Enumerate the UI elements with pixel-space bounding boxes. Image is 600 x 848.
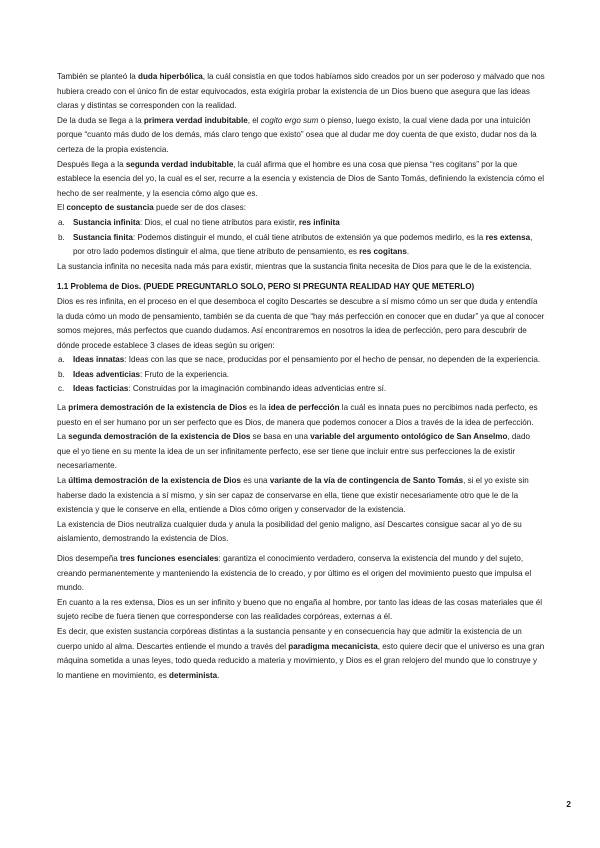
- section-title: [57, 280, 545, 295]
- bold-term: tres funciones esenciales: [120, 554, 219, 563]
- list-item: [57, 231, 545, 260]
- paragraph-duda-hiperbolica: [57, 70, 545, 114]
- text: puede ser de dos clases:: [153, 203, 246, 213]
- paragraph-mecanicista: [57, 625, 545, 683]
- list-marker: b.: [58, 369, 65, 379]
- text: , el: [247, 115, 261, 125]
- sustancia-list: [57, 216, 545, 260]
- text: , esto quiere decir que el universo es una gran máquina sometida a unas leyes, todo queda reducido a materia y movimiento, y Dios es el gran relojero del mundo que lo construye y lo mantiene en movimiento, es: [57, 641, 545, 680]
- text: : Podemos distinguir el mundo, el cuál tiene atributos de extensión ya que podemos medirlo, es la: [132, 232, 486, 242]
- text: Es decir, que existen sustancia corpóreas distintas a la sustancia pensante y en consecuencia hay que admitir la existencia de un cuerpo unido al alma. Descartes entiende el mundo a través del: [57, 626, 522, 651]
- bold-term: segunda demostración de la existencia de Dios: [68, 432, 251, 442]
- text: la cuál es innata pues no percibimos nada perfecto, es puesto en el ser humano por un ser perfecto que es Dios, de manera que podemos conocer a Dios a través de la idea de perfección.: [57, 403, 538, 427]
- text: La: [57, 403, 69, 413]
- text: , dado que el yo tiene en su mente la idea de un ser infinitamente perfecto, ese ser tiene que incluir entre sus perfecciones la de existir necesariamente.: [57, 432, 530, 471]
- bold-term: variable del argumento ontológico de San Anselmo: [310, 432, 508, 442]
- text: , si el yo existe sin haberse dado la existencia a sí mismo, y sin ser capaz de conservarse en ella, tiene que existir necesariamente otro que le de la existencia y que le conserve en ella, entiende a Dios cómo origen y conservador de la existencia.: [57, 476, 529, 515]
- bold-term: duda hiperbólica: [138, 72, 203, 81]
- text: Después llega a la: [57, 159, 126, 169]
- section-title-text: 1.1 Problema de Dios. (PUEDE PREGUNTARLO SOLO, PERO SI PREGUNTA REALIDAD HAY QUE METERLO): [57, 282, 475, 292]
- paragraph-segunda-verdad: [57, 158, 545, 202]
- bold-term: paradigma mecanicista: [288, 641, 378, 651]
- text: La: [57, 432, 69, 442]
- bold-term: res cogitans: [359, 247, 407, 257]
- list-marker: a.: [58, 217, 65, 227]
- list-marker: c.: [58, 384, 65, 394]
- bold-term: res extensa: [485, 232, 531, 242]
- list-item: [57, 353, 545, 368]
- text: También se planteó la: [57, 72, 138, 81]
- bold-term: determinista: [169, 670, 218, 680]
- bold-term: variante de la vía de contingencia de Santo Tomás: [269, 476, 464, 486]
- list-item: [57, 382, 545, 397]
- paragraph-genio-maligno: La existencia de Dios neutraliza cualquier duda y anula la posibilidad del genio maligno, así Descartes consigue sacar al yo de su aislamiento, demostrando la existencia de Dios.: [57, 519, 522, 544]
- bold-term: idea de perfección: [268, 403, 340, 413]
- list-item: [57, 216, 545, 231]
- bold-term: Ideas facticias: [73, 384, 129, 394]
- text: : Dios, el cual no tiene atributos para existir,: [140, 217, 299, 227]
- text: .: [217, 670, 220, 680]
- text: , la cuál consistía en que todos habíamos sido creados por un ser poderoso y malvado que nos hubiera creado con el único fin de estar equivocados, esta exigiría probar la existencia de un Dios bueno que asegura que las ideas claras y distintas se corresponden con la realidad.: [57, 72, 545, 111]
- list-marker: b.: [58, 232, 65, 242]
- text: , por otro lado podemos distinguir el alma, que tiene atributo de pensamiento, es: [73, 232, 533, 257]
- paragraph-concepto-sustancia: [57, 201, 545, 216]
- text: o pienso, luego existo, la cual viene dada por una intuición porque “cuanto más dudo de los demás, más claro tengo que existo” osea que al dudar me doy cuenta de que existo, dudar nos da la certeza de la propia existencia.: [57, 115, 537, 154]
- bold-term: concepto de sustancia: [66, 203, 154, 213]
- bold-term: Ideas adventicias: [73, 369, 141, 379]
- text: : Fruto de la experiencia.: [140, 369, 230, 379]
- paragraph-res-infinita: Dios es res infinita, en el proceso en el que desemboca el cogito Descartes se descubre a sí mismo cómo un ser que duda y entendía la duda cómo un modo de pensamiento, también se da cuenta de que “hay más perfección en conocer que en dudar” ya que al conocer somos mejores, más perfectos que cuando dudamos. Así encontraremos en nosotros la idea de perfección, pero para descubrir de dónde procede establece 3 clases de ideas según su origen:: [57, 296, 545, 350]
- bold-term: última demostración de la existencia de Dios: [68, 476, 241, 486]
- list-item: [57, 368, 545, 383]
- text: : Ideas con las que se nace, producidas por el pensamiento por el hecho de pensar, no dependen de la experiencia.: [124, 355, 541, 365]
- ideas-list: [57, 353, 545, 397]
- bold-term: Ideas innatas: [73, 355, 125, 365]
- text: De la duda se llega a la: [57, 115, 144, 125]
- bold-term: primera demostración de la existencia de Dios: [68, 403, 247, 413]
- paragraph-res-extensa: En cuanto a la res extensa, Dios es un ser infinito y bueno que no engaña al hombre, por tanto las ideas de las cosas materiales que él sujeto recibe de fuera tienen que corresponderse con las realidades corpóreas, externas a él.: [57, 597, 543, 622]
- text: es una: [241, 476, 270, 486]
- text: se basa en una: [250, 432, 311, 442]
- italic-term: cogito ergo sum: [260, 115, 319, 125]
- text: : garantiza el conocimiento verdadero, conserva la existencia del mundo y del sujeto, creando permanentemente y manteniendo la existencia de lo creado, y por último es el origen del movimiento puesto que impulsa el mundo.: [57, 554, 532, 593]
- paragraph-primera-demostracion: [57, 401, 545, 430]
- list-marker: a.: [58, 355, 65, 365]
- bold-term: primera verdad indubitable: [143, 115, 248, 125]
- text: El: [57, 203, 67, 213]
- text: .: [406, 247, 410, 257]
- paragraph-segunda-demostracion: [57, 430, 545, 474]
- text: La: [57, 476, 69, 486]
- bold-term: res infinita: [298, 217, 340, 227]
- page-number: 2: [566, 799, 571, 809]
- text: : Construidas por la imaginación combinando ideas adventicias entre sí.: [128, 384, 387, 394]
- paragraph-ultima-demostracion: [57, 474, 545, 518]
- paragraph-sustancia-infinita: La sustancia infinita no necesita nada más para existir, mientras que la sustancia finita necesita de Dios para que le de la existencia.: [57, 261, 532, 271]
- bold-term: Sustancia finita: [73, 232, 133, 242]
- text: es la: [246, 403, 269, 413]
- paragraph-primera-verdad: [57, 114, 545, 158]
- text: Dios desempeña: [57, 554, 120, 563]
- bold-term: segunda verdad indubitable: [125, 159, 234, 169]
- paragraph-tres-funciones: [57, 552, 545, 596]
- text: , la cuál afirma que el hombre es una cosa que piensa “res cogitans” por la que establece la esencia del yo, la cual es el ser, recurre a la esencia y existencia de Dios de Santo Tomás, definiendo la existencia cómo el hecho de ser realmente, y la esencia cómo algo que es.: [57, 159, 545, 198]
- bold-term: Sustancia infinita: [73, 217, 141, 227]
